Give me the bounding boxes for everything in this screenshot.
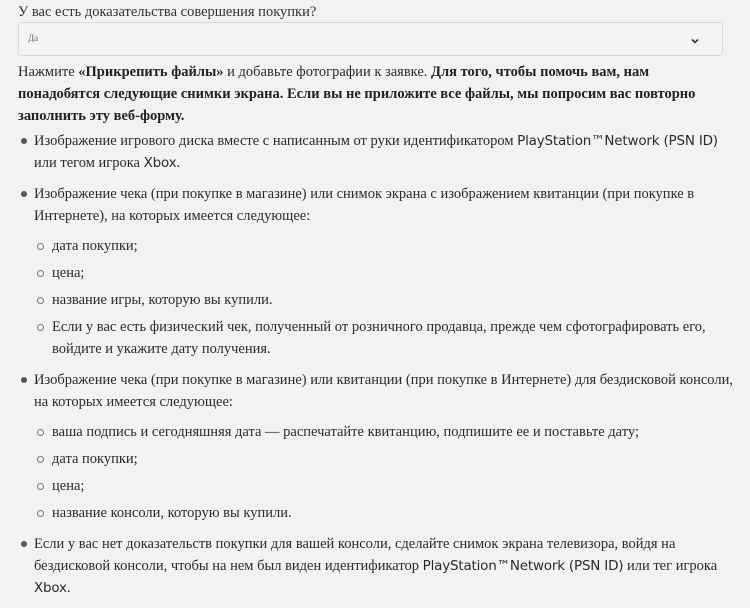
intro-warning: Для того, чтобы помочь вам, нам понадобятся следующие снимки экрана. Если вы не приложите все файлы, мы попросим вас повторно заполнить эту веб-форму. — [18, 64, 696, 124]
sub-list-item: дата покупки; — [34, 235, 738, 257]
sub-list-item: цена; — [34, 262, 738, 284]
circle-bullet-icon — [37, 483, 44, 490]
bullet-icon — [21, 377, 27, 383]
bullet-icon — [21, 191, 27, 197]
select-value: Да — [28, 33, 39, 43]
sub-list-item: ваша подпись и сегодняшняя дата — распечатайте квитанцию, подпишите ее и поставьте дату; — [34, 421, 738, 443]
sub-list-item: название игры, которую вы купили. — [34, 289, 738, 311]
circle-bullet-icon — [37, 243, 44, 250]
circle-bullet-icon — [37, 297, 44, 304]
list-item: Изображение игрового диска вместе с написанным от руки идентификатором PlayStation™Network (PSN ID) или тегом игрока Xbox. — [18, 130, 738, 174]
proof-of-purchase-select[interactable] — [18, 22, 723, 56]
sub-list-item: Если у вас есть физический чек, полученный от розничного продавца, прежде чем сфотографировать его, войдите и укажите дату получения. — [34, 316, 738, 360]
sub-list-item: дата покупки; — [34, 448, 738, 470]
circle-bullet-icon — [37, 324, 44, 331]
bullet-icon — [21, 138, 27, 144]
attach-files-emphasis: «Прикрепить файлы» — [78, 64, 224, 80]
list-item: Изображение чека (при покупке в магазине) или квитанции (при покупке в Интернете) для бездисковой консоли, на которых имеется следующее: ваша подпись и сегодняшняя дата — распечатайте квитанцию, подпишите ее и поставьте дату; дата покупки; цена; название консоли, которую вы купили. — [18, 369, 738, 524]
chevron-down-icon — [690, 34, 700, 44]
list-item: Изображение чека (при покупке в магазине) или снимок экрана с изображением квитанции (при покупке в Интернете), на которых имеется следующее: дата покупки; цена; название игры, которую вы купили. Если у вас есть физический чек, полученный от розничного продавца, прежде чем сфотографировать его, войдите и укажите дату получения. — [18, 183, 738, 360]
sub-list-item: цена; — [34, 475, 738, 497]
circle-bullet-icon — [37, 429, 44, 436]
question-label: У вас есть доказательства совершения покупки? — [18, 4, 317, 20]
bullet-icon — [21, 541, 27, 547]
sub-list — [34, 235, 738, 360]
sub-list — [34, 421, 738, 524]
intro-text-1: Нажмите — [18, 64, 79, 80]
sub-list-item: название консоли, которую вы купили. — [34, 502, 738, 524]
circle-bullet-icon — [37, 510, 44, 517]
intro-text-2: и добавьте фотографии к заявке. — [223, 64, 432, 80]
circle-bullet-icon — [37, 270, 44, 277]
list-item: Если у вас нет доказательств покупки для вашей консоли, сделайте снимок экрана телевизора, войдя на бездисковой консоли, чтобы на нем был виден идентификатор PlayStation™Network (PSN ID) или тег игрока Xbox. — [18, 533, 738, 599]
instructions-paragraph — [18, 61, 733, 127]
requirements-list — [18, 130, 738, 608]
circle-bullet-icon — [37, 456, 44, 463]
